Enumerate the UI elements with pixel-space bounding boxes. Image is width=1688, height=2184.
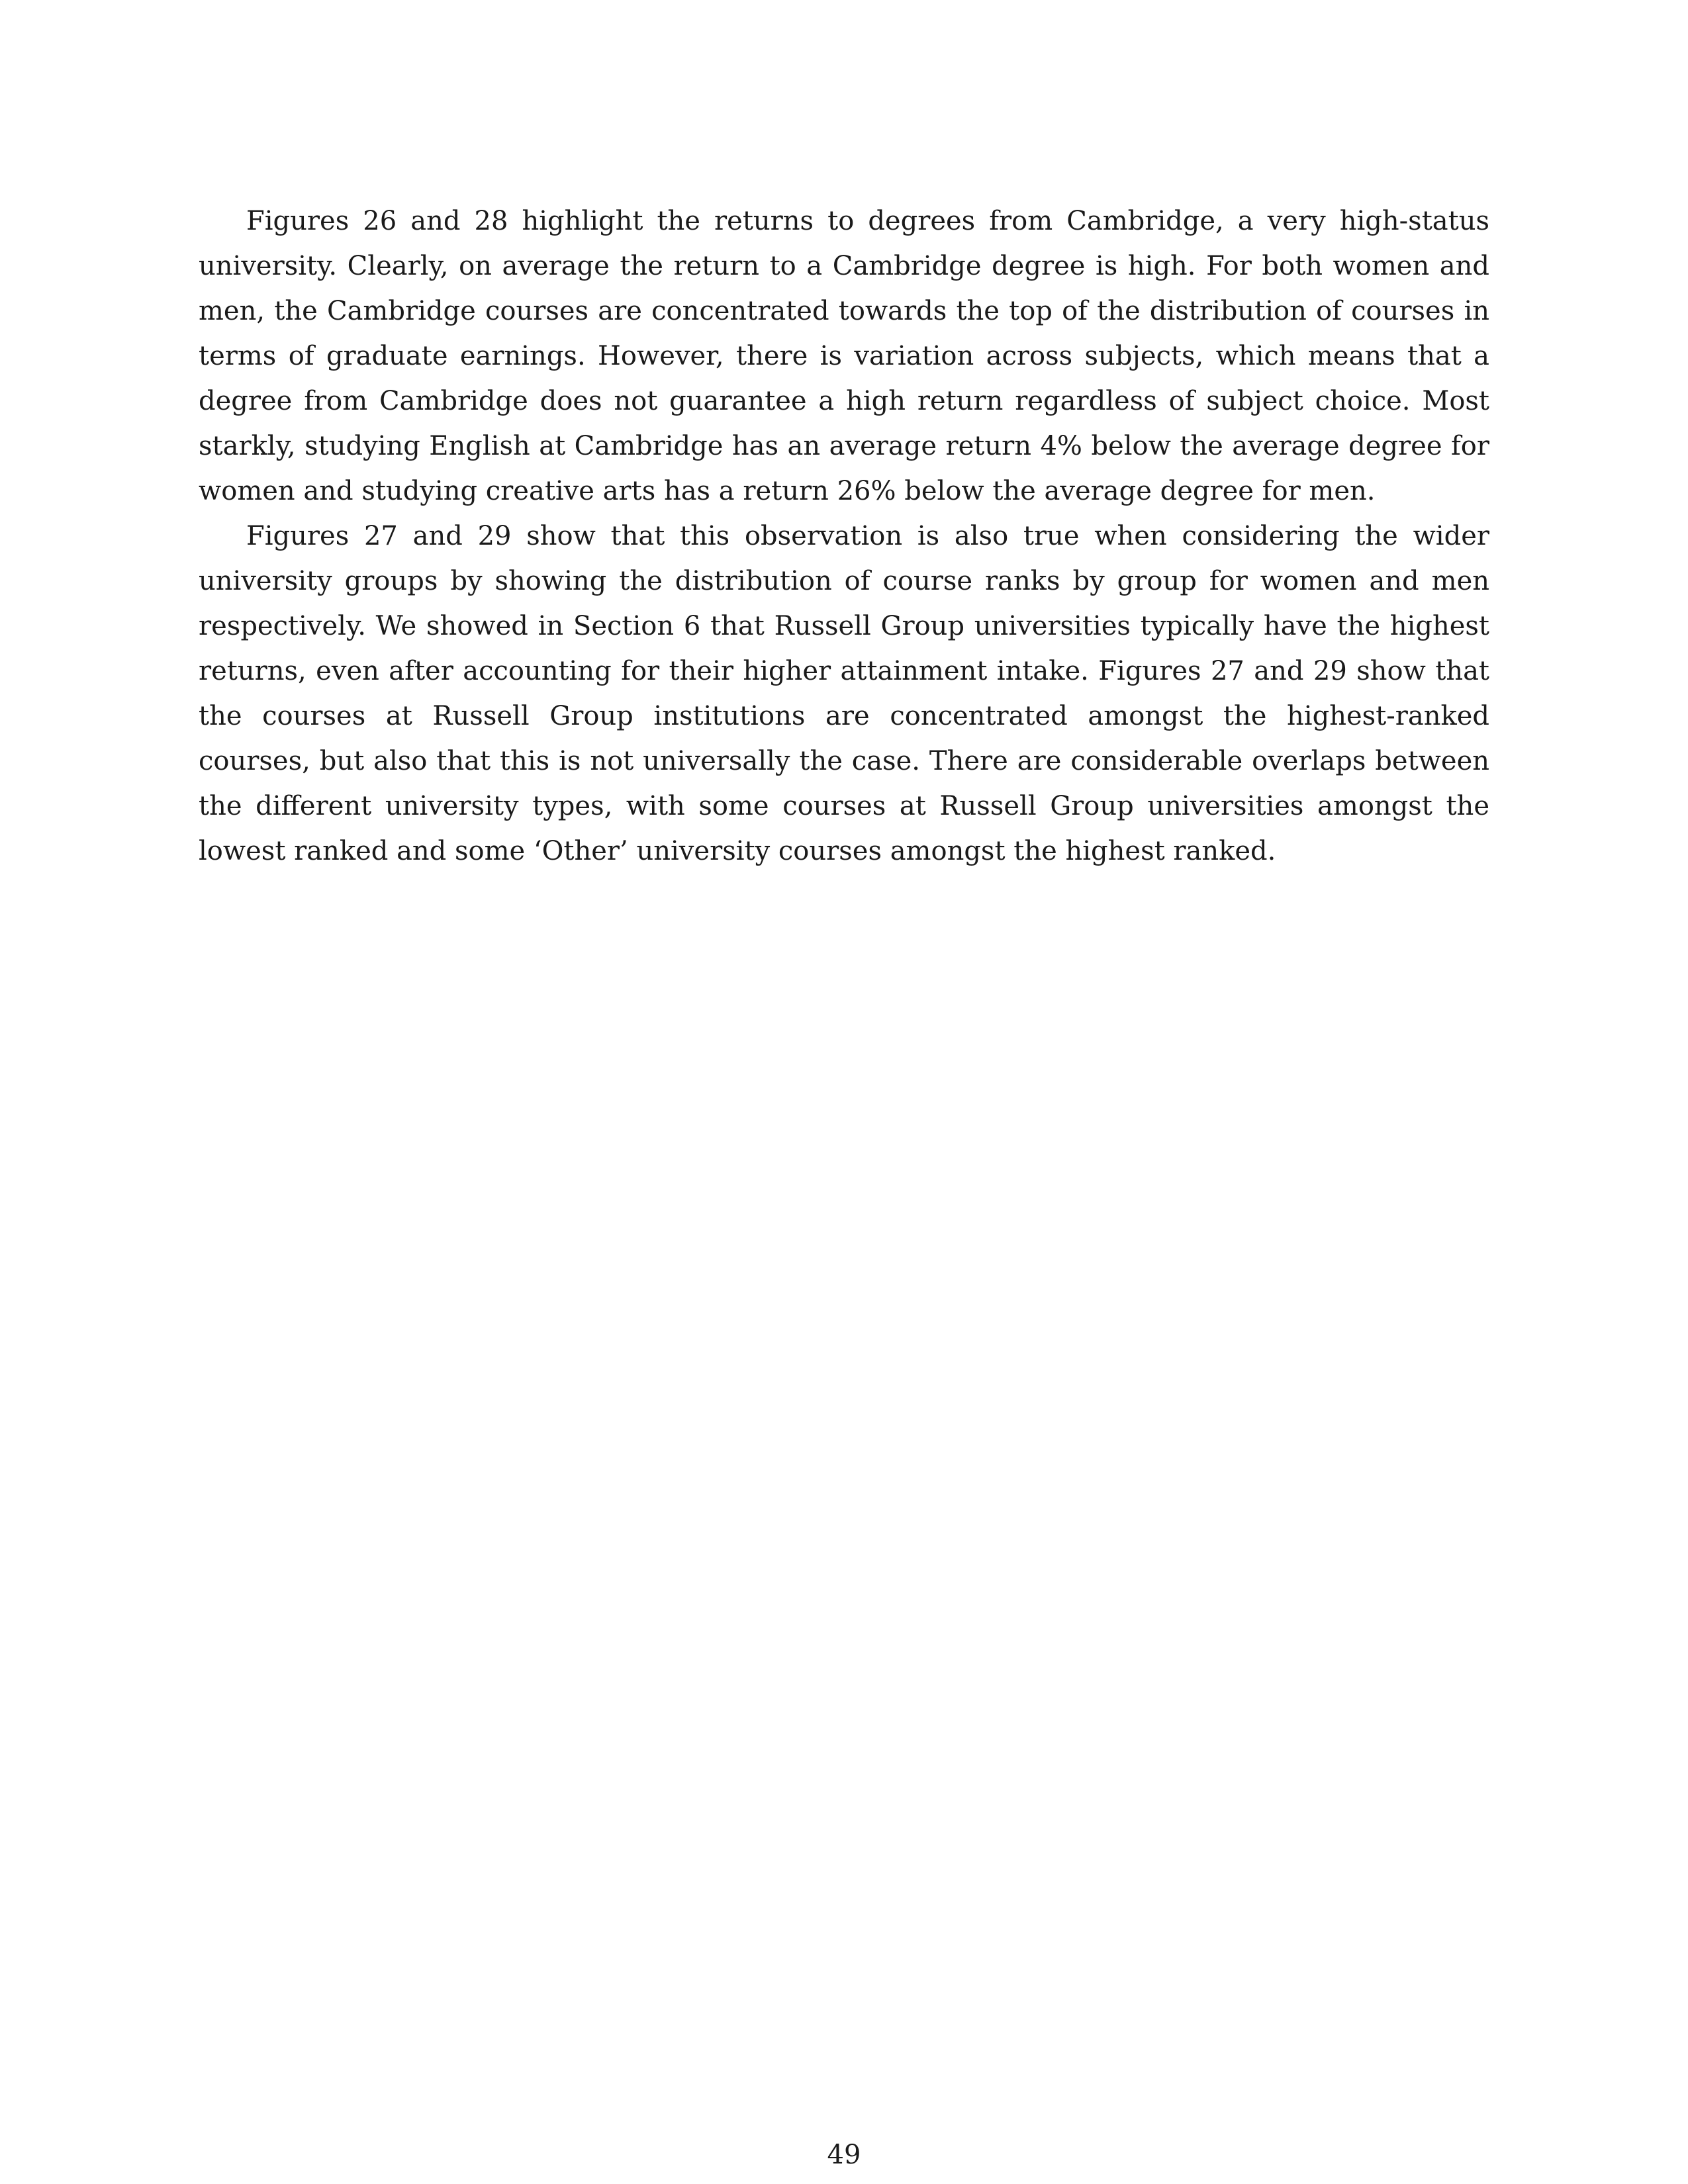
page-number: 49 (827, 2140, 861, 2170)
paragraph-university-groups: Figures 27 and 29 show that this observation is also true when considering the wider university groups by showing the distribution of course ranks by group for women and men respectively. We showed in Section 6 that Russell Group universities typically have the highest returns, even after accounting for their higher attainment intake. Figures 27 and 29 show that the courses at Russell Group institutions are concentrated amongst the highest-ranked courses, but also that this is not universally the case. There are considerable overlaps between the different university types, with some courses at Russell Group universities amongst the lowest ranked and some ‘Other’ university courses amongst the highest ranked. (199, 521, 1489, 866)
body-text (199, 199, 1489, 874)
paragraph-cambridge-returns: Figures 26 and 28 highlight the returns to degrees from Cambridge, a very high-status university. Clearly, on average the return to a Cambridge degree is high. For both women and men, the Cambridge courses are concentrated towards the top of the distribution of courses in terms of graduate earnings. However, there is variation across subjects, which means that a degree from Cambridge does not guarantee a high return regardless of subject choice. Most starkly, studying English at Cambridge has an average return 4% below the average degree for women and studying creative arts has a return 26% below the average degree for men. (199, 206, 1489, 506)
